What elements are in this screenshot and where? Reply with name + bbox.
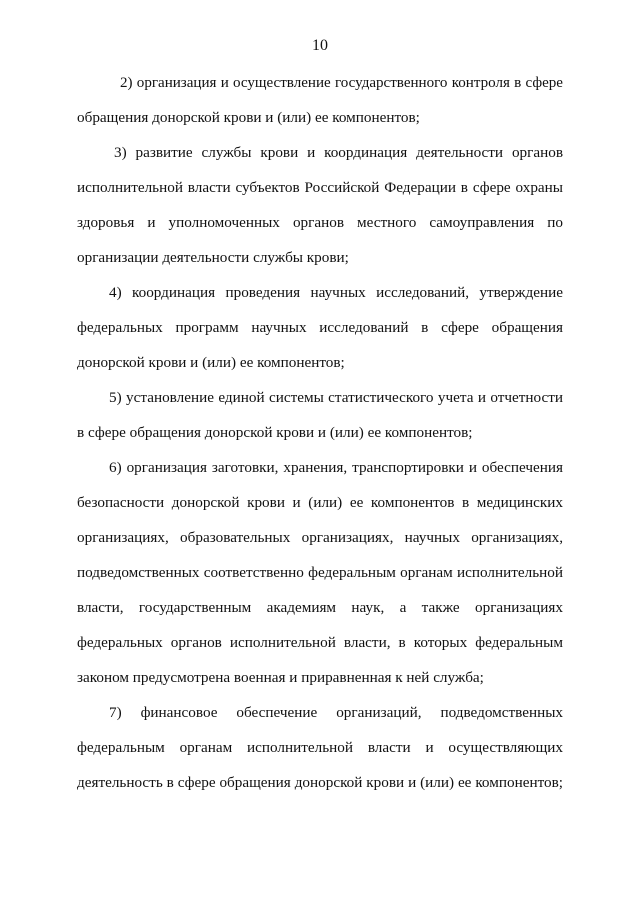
text-line: организациях, образовательных организациях, научных организациях, xyxy=(77,529,563,546)
text-line: федеральных программ научных исследований в сфере обращения xyxy=(77,319,563,336)
text-line: 3) развитие службы крови и координация деятельности органов xyxy=(114,144,563,161)
text-line: деятельность в сфере обращения донорской крови и (или) ее компонентов; xyxy=(77,774,563,791)
text-line: безопасности донорской крови и (или) ее компонентов в медицинских xyxy=(77,494,563,511)
text-line: власти, государственным академиям наук, а также организациях xyxy=(77,599,563,616)
text-line: законом предусмотрена военная и приравненная к ней служба; xyxy=(77,669,484,686)
text-line: 7) финансовое обеспечение организаций, подведомственных xyxy=(109,704,563,721)
text-line: 6) организация заготовки, хранения, транспортировки и обеспечения xyxy=(109,459,563,476)
text-line: 5) установление единой системы статистического учета и отчетности xyxy=(109,389,563,406)
text-line: донорской крови и (или) ее компонентов; xyxy=(77,354,345,371)
text-line: здоровья и уполномоченных органов местного самоуправления по xyxy=(77,214,563,231)
text-line: исполнительной власти субъектов Российской Федерации в сфере охраны xyxy=(77,179,563,196)
text-line: федеральным органам исполнительной власти и осуществляющих xyxy=(77,739,563,756)
text-line: 4) координация проведения научных исследований, утверждение xyxy=(109,284,563,301)
page-number: 10 xyxy=(312,37,328,54)
text-line: обращения донорской крови и (или) ее компонентов; xyxy=(77,109,420,126)
text-line: 2) организация и осуществление государственного контроля в сфере xyxy=(120,75,563,91)
text-line: федеральных органов исполнительной власти, в которых федеральным xyxy=(77,634,563,651)
text-line: организации деятельности службы крови; xyxy=(77,249,349,266)
text-line: в сфере обращения донорской крови и (или) ее компонентов; xyxy=(77,424,473,441)
text-line: подведомственных соответственно федеральным органам исполнительной xyxy=(77,564,563,581)
